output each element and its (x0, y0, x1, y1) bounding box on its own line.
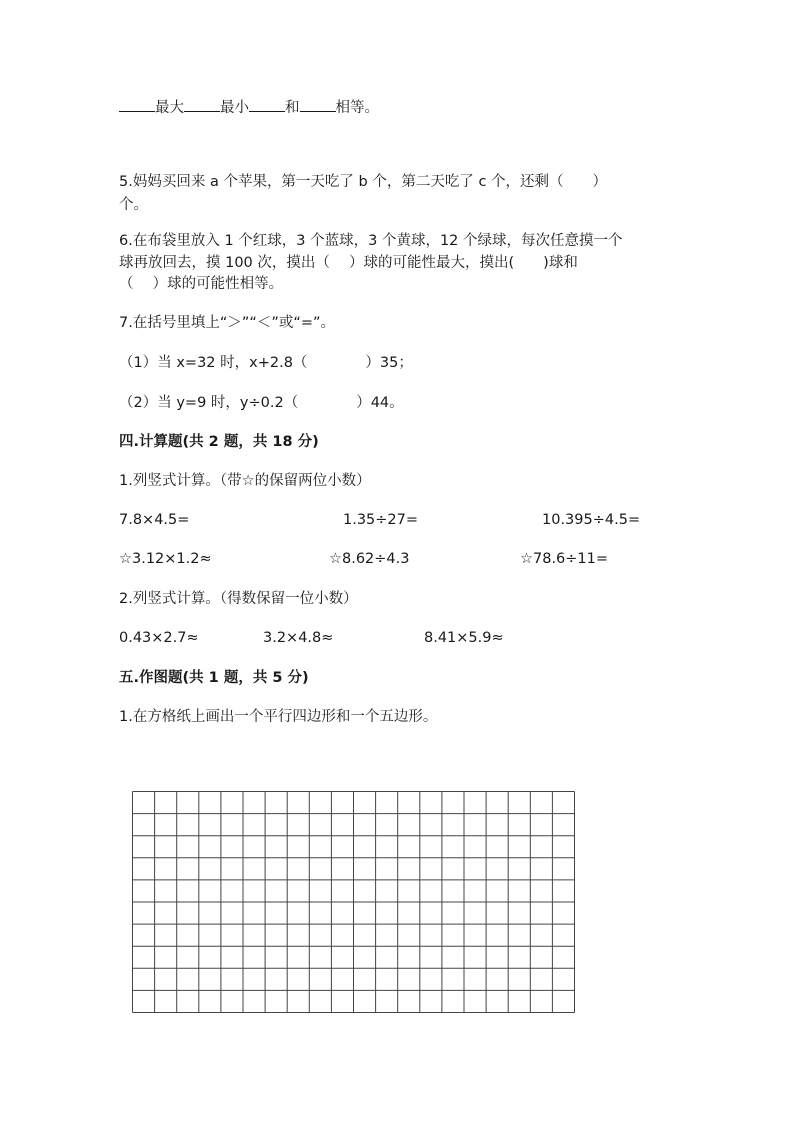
s5-p1-title: 1.在方格纸上画出一个平行四边形和一个五边形。 (119, 709, 438, 725)
q7-sub1: （1）当 x=32 时，x+2.8（ ）35； (119, 355, 413, 371)
q6-line2: 球再放回去，摸 100 次，摸出（ ）球的可能性最大，摸出( )球和 (119, 255, 578, 271)
square-grid[interactable] (132, 791, 575, 1013)
q7-sub2: （2）当 y=9 时，y÷0.2（ ）44。 (119, 395, 404, 411)
s4-p2-title: 2.列竖式计算。（得数保留一位小数） (119, 591, 358, 607)
q5-line1: 5.妈妈买回来 a 个苹果，第一天吃了 b 个，第二天吃了 c 个，还剩（ ） (119, 174, 608, 190)
calc-item: 0.43×2.7≈ (119, 630, 199, 646)
answer-blank[interactable] (249, 97, 285, 112)
calc-item: 3.2×4.8≈ (263, 630, 334, 646)
calc-item: 1.35÷27= (343, 512, 419, 528)
q4-continuation: 最大 最小 和 相等。 (119, 97, 379, 118)
answer-blank[interactable] (119, 97, 155, 112)
calc-item: ☆8.62÷4.3 (329, 551, 410, 567)
section5-heading: 五.作图题(共 1 题，共 5 分) (119, 670, 309, 686)
answer-blank[interactable] (184, 97, 220, 112)
q7-title: 7.在括号里填上“＞”“＜”或“=”。 (119, 315, 336, 331)
s4-p1-title: 1.列竖式计算。（带☆的保留两位小数） (119, 473, 371, 489)
q5-line2: 个。 (119, 197, 148, 213)
calc-item: 7.8×4.5= (119, 512, 190, 528)
calc-item: 8.41×5.9≈ (424, 630, 504, 646)
q6-line3: （ ）球的可能性相等。 (119, 276, 284, 292)
calc-item: ☆3.12×1.2≈ (119, 551, 212, 567)
calc-item: ☆78.6÷11= (520, 551, 609, 567)
q6-line1: 6.在布袋里放入 1 个红球，3 个蓝球，3 个黄球，12 个绿球，每次任意摸一个 (119, 233, 623, 249)
answer-blank[interactable] (300, 97, 336, 112)
calc-item: 10.395÷4.5= (542, 512, 641, 528)
section4-heading: 四.计算题(共 2 题，共 18 分) (119, 434, 319, 450)
